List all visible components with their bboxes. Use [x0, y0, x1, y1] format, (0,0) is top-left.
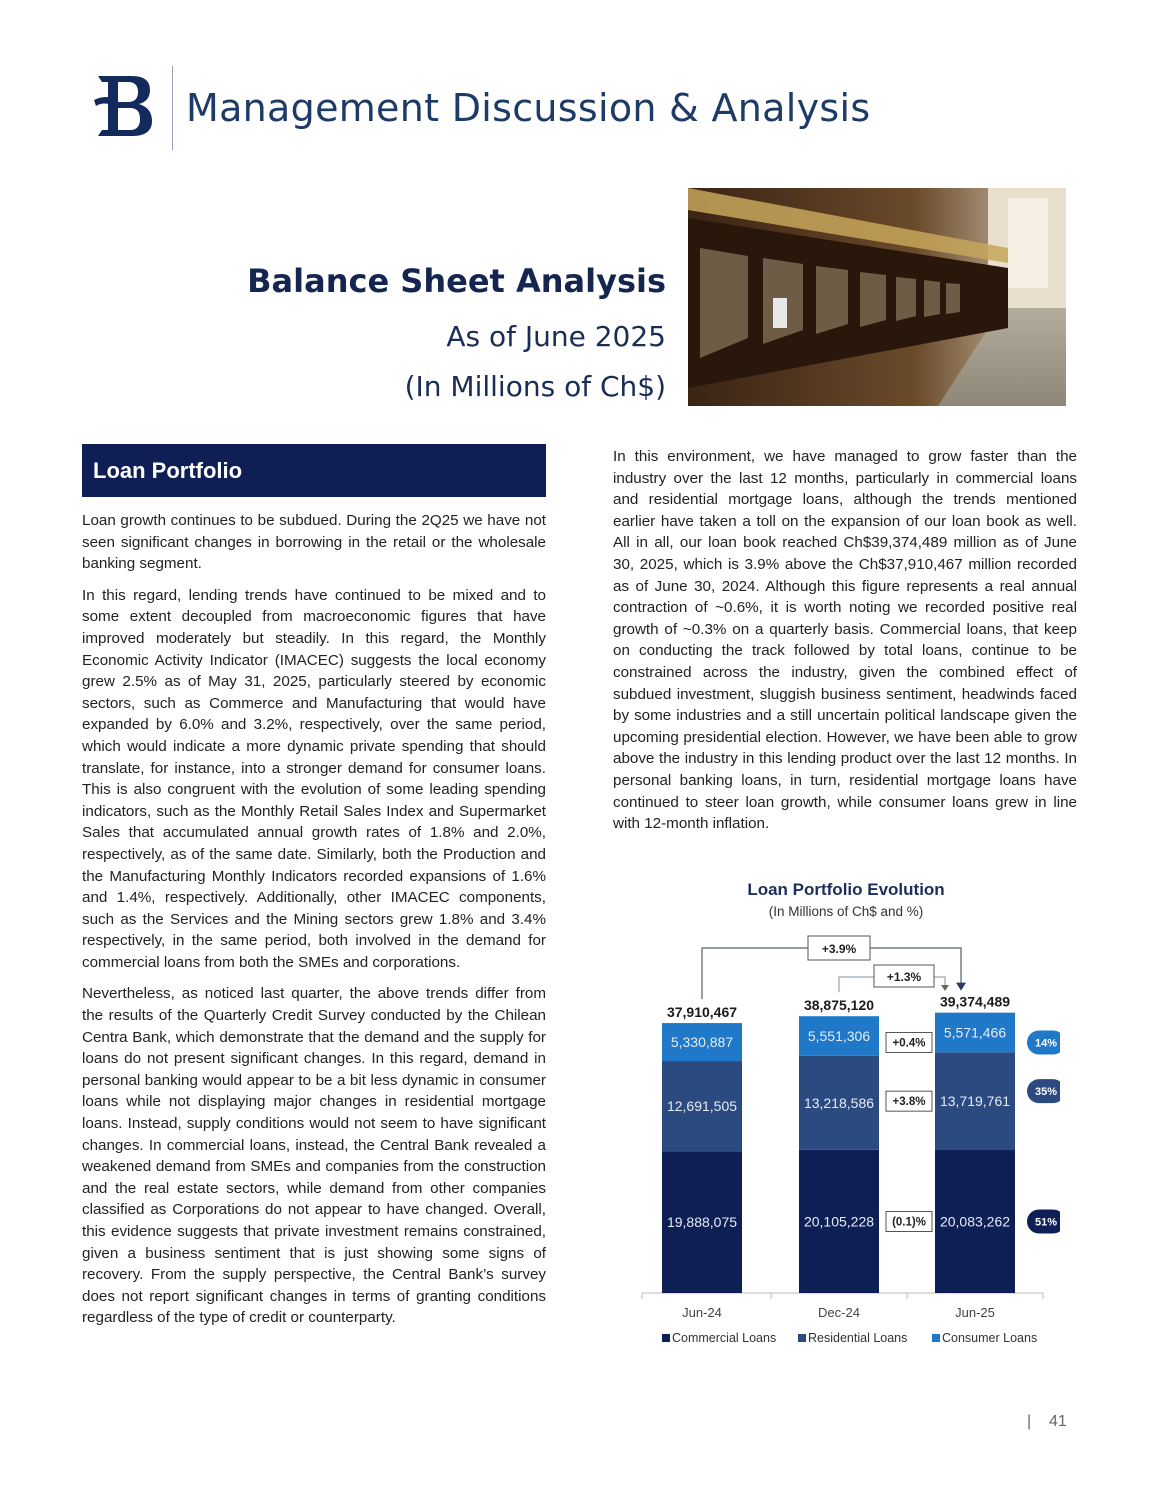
growth-label: +3.8% [892, 1096, 926, 1109]
page-number-value: 41 [1048, 1413, 1067, 1430]
share-label: 35% [1034, 1086, 1058, 1099]
total-label: 38,875,120 [803, 997, 875, 1014]
annual-growth-label: +3.9% [821, 942, 857, 956]
quarterly-growth-label: +1.3% [886, 970, 922, 984]
data-label: 20,105,228 [803, 1213, 875, 1230]
legend-swatch [798, 1334, 806, 1342]
section-units: (In Millions of Ch$) [404, 370, 666, 403]
total-label: 37,910,467 [666, 1004, 738, 1021]
loan-portfolio-chart [640, 925, 1060, 1355]
x-tick-label: Jun-25 [955, 1305, 995, 1320]
data-label: 12,691,505 [666, 1098, 738, 1115]
legend-label: Residential Loans [808, 1331, 908, 1345]
share-label: 14% [1034, 1037, 1058, 1050]
left-column-text [82, 510, 546, 1339]
legend-swatch [662, 1334, 670, 1342]
x-tick-label: Jun-24 [682, 1305, 722, 1320]
total-label: 39,374,489 [939, 993, 1011, 1010]
loan-portfolio-heading: Loan Portfolio [82, 444, 546, 497]
bank-hall-photo [688, 188, 1066, 406]
data-label: 5,330,887 [670, 1034, 734, 1051]
data-label: 13,719,761 [939, 1093, 1011, 1110]
quarterly-growth-arrowhead [941, 985, 949, 991]
share-label: 51% [1034, 1216, 1058, 1229]
page-number: | 41 [1027, 1413, 1067, 1430]
paragraph: In this regard, lending trends have continued to be mixed and to some extent decoupled from macroeconomic figures that have improved moderately but steadily. In this regard, the Monthly Economic Activity Indicator (IMACEC) suggests the local economy grew 2.5% as of May 31, 2025, particularly steered by economic sectors, such as Commerce and Manufacturing that would have expanded by 6.0% and 3.2%, respectively, over the same period, which would indicate a more dynamic private spending that should translate, for instance, into a stronger demand for consumer loans. This is also congruent with the evolution of some leading spending indicators, such as the Monthly Retail Sales Index and Supermarket Sales that accumulated annual growth rates of 1.8% and 2.0%, respectively, as of the same date. Similarly, both the Production and the Manufacturing Monthly Indicators recorded expansions of 1.6% and 1.4%, respectively. Additionally, other IMACEC components, such as the Services and the Mining sectors grew 1.8% and 3.4% respectively, in the same period, both involved in the demand for commercial loans from both the SMEs and corporations. [82, 586, 546, 971]
annual-growth-arrowhead [956, 983, 966, 991]
legend-label: Commercial Loans [672, 1331, 777, 1345]
paragraph: Nevertheless, as noticed last quarter, the above trends differ from the results of the Quarterly Credit Survey conducted by the Chilean Centra Bank, which demonstrate that the demand and the supply for loans do not present significant changes. In this regard, demand in personal banking would appear to be a bit less dynamic in consumer loans while not displaying major changes in residential mortgage loans. Instead, supply conditions would not seem to have significant changes. In commercial loans, instead, the Central Bank revealed a weakened demand from SMEs and companies from the construction and the real estate sectors, while demand from other companies classified as Corporations do not appear to have changed. Overall, this evidence suggests that private investment remains constrained, given a business sentiment that is just showing some signs of recovery. From the supply perspective, the Central Bank’s survey does not report significant changes in terms of granting conditions regardless of the type of credit or counterparty. [82, 985, 546, 1327]
bank-logo [92, 70, 156, 140]
section-title: Balance Sheet Analysis [247, 262, 666, 300]
paragraph: In this environment, we have managed to grow faster than the industry over the last 12 months, particularly in commercial loans and residential mortgage loans, although the trends mentioned earlier have taken a toll on the expansion of our loan book as well. All in all, our loan book reached Ch$39,374,489 million as of June 30, 2025, which is 3.9% above the Ch$37,910,467 million recorded as of June 30, 2024. Although this figure represents a real annual contraction of ~0.6%, it is worth noting we recorded positive real growth of ~0.3% on a quarterly basis. Commercial loans, that keep on conducting the track followed by total loans, continue to be constrained across the industry, given the combined effect of subdued investment, sluggish business sentiment, headwinds faced by some industries and a still uncertain political landscape given the upcoming presidential election. However, we have been able to grow above the industry in this lending product over the last 12 months. In personal banking loans, in turn, residential mortgage loans have continued to steer loan growth, while consumer loans grew in line with 12-month inflation. [613, 448, 1077, 833]
section-date: As of June 2025 [446, 320, 666, 353]
paragraph: Loan growth continues to be subdued. During the 2Q25 we have not seen significant changes in borrowing in the retail or the wholesale banking segment. [82, 512, 546, 573]
growth-label: (0.1)% [892, 1216, 926, 1229]
growth-label: +0.4% [892, 1037, 926, 1050]
chart-title: Loan Portfolio Evolution [747, 880, 945, 899]
x-tick-label: Dec-24 [818, 1305, 860, 1320]
chart-subtitle: (In Millions of Ch$ and %) [768, 904, 924, 919]
legend-swatch [932, 1334, 940, 1342]
data-label: 20,083,262 [939, 1213, 1011, 1230]
header-divider [172, 66, 173, 150]
legend-label: Consumer Loans [942, 1331, 1038, 1345]
data-label: 13,218,586 [803, 1094, 875, 1111]
right-column-text [613, 446, 1077, 845]
data-label: 5,571,466 [943, 1024, 1007, 1041]
data-label: 5,551,306 [807, 1027, 871, 1044]
data-label: 19,888,075 [666, 1214, 738, 1231]
header-title: Management Discussion & Analysis [186, 86, 871, 130]
